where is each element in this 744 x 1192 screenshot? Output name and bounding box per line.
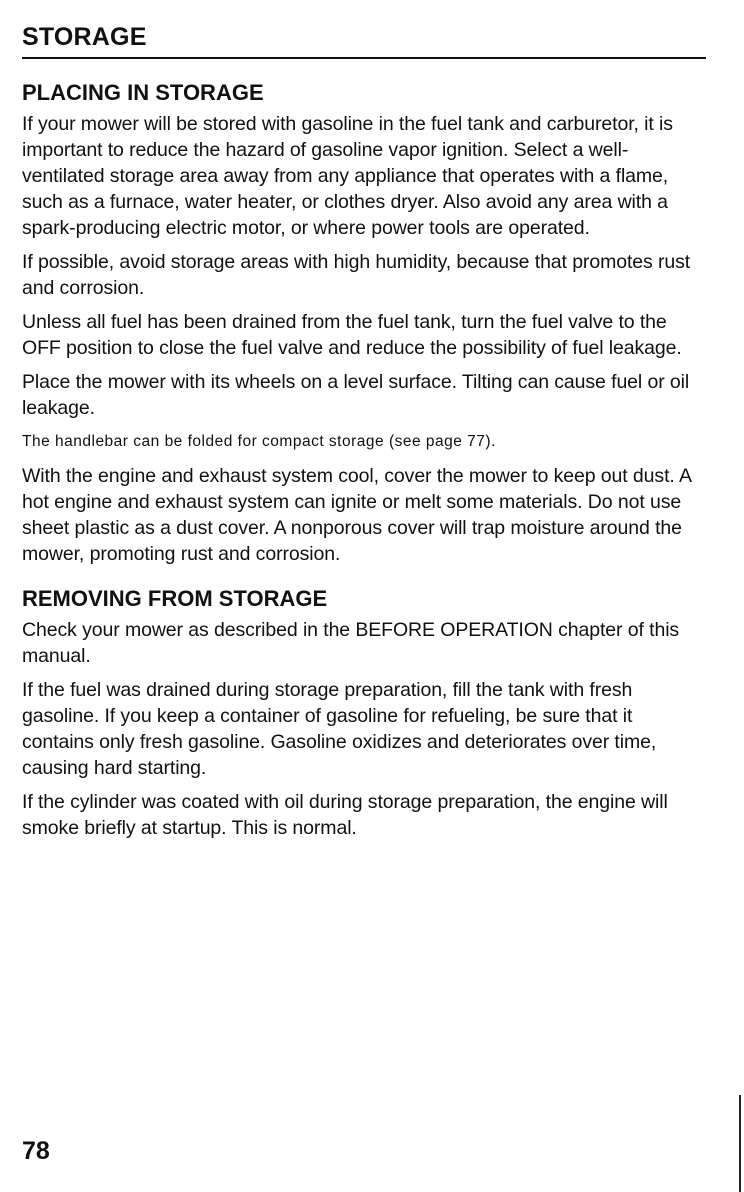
removing-paragraph-check: Check your mower as described in the BEFORE OPERATION chapter of this manual. [22,619,680,667]
placing-paragraph-humidity: If possible, avoid storage areas with high humidity, because that promotes rust and corrosion. [22,251,691,299]
removing-from-storage-section [22,585,706,841]
placing-paragraph-dust-cover: With the engine and exhaust system cool, cover the mower to keep out dust. A hot engine and exhaust system can ignite or melt some materials. Do not use sheet plastic as a dust cover. A nonporous cover will trap moisture around the mower, promoting rust and corrosion. [22,465,691,565]
placing-in-storage-section [22,79,706,567]
removing-paragraph-refuel: If the fuel was drained during storage preparation, fill the tank with fresh gasoline. If you keep a container of gasoline for refueling, be sure that it contains only fresh gasoline. Gasoline oxidizes and deteriorates over time, causing hard starting. [22,679,657,779]
placing-paragraph-handlebar: The handlebar can be folded for compact storage (see page 77). [22,433,496,450]
chapter-title-rule [22,57,706,59]
placing-paragraph-vapor-hazard: If your mower will be stored with gasoline in the fuel tank and carburetor, it is important to reduce the hazard of gasoline vapor ignition. Select a well-ventilated storage area away from any appliance that operates with a flame, such as a furnace, water heater, or clothes dryer. Also avoid any area with a spark-producing electric motor, or where power tools are operated. [22,113,673,239]
removing-paragraph-smoke: If the cylinder was coated with oil during storage preparation, the engine will smoke briefly at startup. This is normal. [22,791,668,839]
scan-edge-mark [739,1095,741,1192]
placing-paragraph-level-surface: Place the mower with its wheels on a level surface. Tilting can cause fuel or oil leakage. [22,371,690,419]
removing-from-storage-heading: REMOVING FROM STORAGE [22,586,328,611]
placing-in-storage-heading: PLACING IN STORAGE [22,80,264,105]
manual-page [22,22,706,841]
page-number: 78 [22,1137,50,1165]
placing-paragraph-fuel-valve: Unless all fuel has been drained from the fuel tank, turn the fuel valve to the OFF position to close the fuel valve and reduce the possibility of fuel leakage. [22,311,682,359]
chapter-title: STORAGE [22,23,147,51]
